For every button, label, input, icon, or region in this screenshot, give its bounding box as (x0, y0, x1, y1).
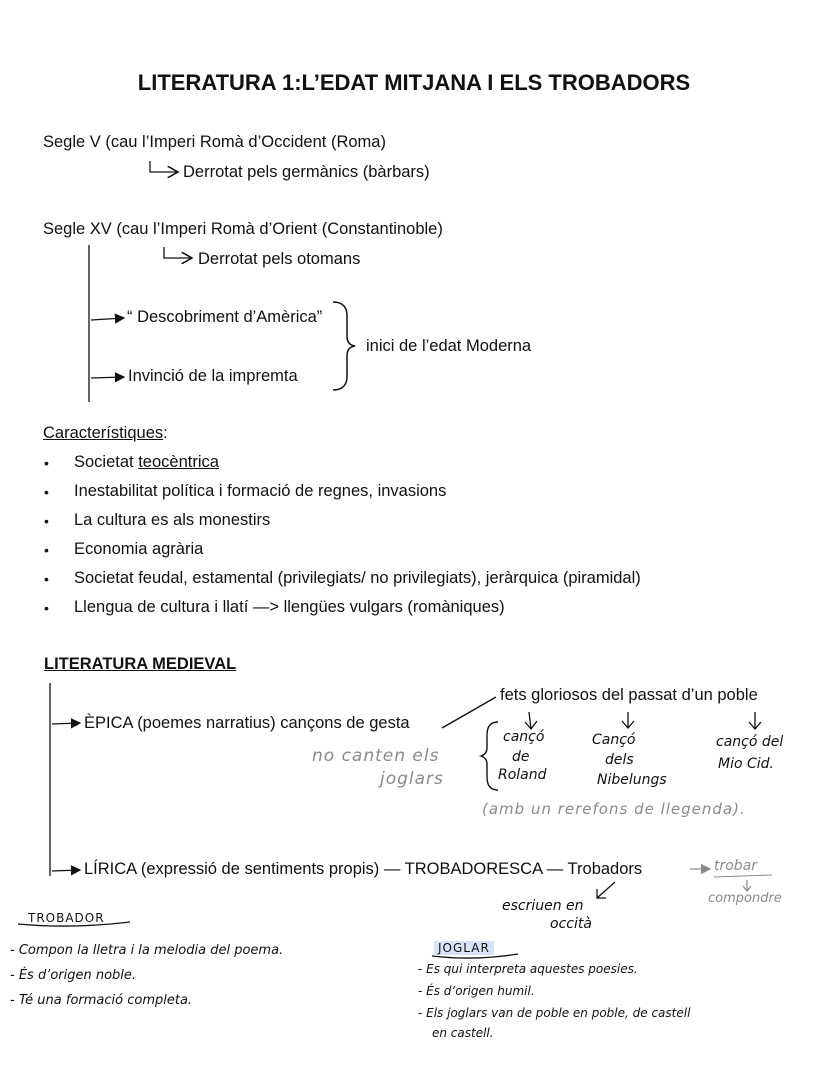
cid-down-arrow (749, 712, 761, 729)
segle-xv-text: Segle XV (cau l’Imperi Romà d’Orient (Constantinoble) (43, 220, 443, 238)
canco-nib-2: dels (605, 752, 634, 768)
segle-xv-arrow (164, 247, 192, 258)
trobador-heading: TROBADOR (28, 911, 105, 925)
lirica-arrow (52, 870, 80, 871)
bullet-icon: • (44, 600, 49, 616)
no-canten-text-1: no canten els (312, 746, 440, 766)
joglar-item: - Es qui interpreta aquestes poesies. (418, 962, 638, 976)
literatura-heading: LITERATURA MEDIEVAL (44, 655, 237, 673)
list-item: Inestabilitat política i formació de regnes, invasions (74, 482, 447, 500)
compondre-down-arrow (743, 880, 751, 891)
rerefons-text: (amb un rerefons de llegenda). (482, 800, 746, 818)
list-item: Societat feudal, estamental (privilegiats/ no privilegiats), jeràrquica (piramidal) (74, 569, 641, 587)
roland-down-arrow (525, 712, 537, 729)
canco-roland-1: cançó (503, 729, 545, 745)
joglar-item: en castell. (432, 1026, 494, 1040)
joglar-heading (434, 941, 494, 955)
fets-connector (442, 697, 496, 728)
escriuen-text-1: escriuen en (502, 898, 584, 914)
no-canten-text-2: joglars (380, 769, 444, 789)
canco-roland-2: de (512, 749, 530, 765)
cancons-brace (481, 722, 498, 790)
invencio-arrow (91, 377, 124, 378)
canco-cid-2: Mio Cid. (718, 756, 774, 772)
segle-v-sub-text: Derrotat pels germànics (bàrbars) (183, 163, 430, 181)
bullet-icon: • (44, 455, 49, 471)
joglar-item: - Els joglars van de poble en poble, de castell (418, 1006, 691, 1020)
canco-nib-3: Nibelungs (597, 772, 667, 788)
compondre-text: compondre (708, 891, 782, 906)
invencio-text: Invinció de la impremta (128, 367, 298, 385)
fets-text: fets gloriosos del passat d’un poble (500, 686, 758, 704)
descobriment-arrow (91, 318, 124, 320)
epica-arrow (52, 723, 80, 724)
bullet-icon: • (44, 542, 49, 558)
list-item: Economia agrària (74, 540, 204, 558)
segle-v-text: Segle V (cau l’Imperi Romà d’Occident (Roma) (43, 133, 386, 151)
trobador-item: - Té una formació completa. (10, 993, 193, 1008)
trobador-item: - Compon la lletra i la melodia del poema. (10, 943, 284, 958)
bullet-icon: • (44, 513, 49, 529)
joglar-item: - És d’origen humil. (418, 984, 535, 998)
list-item: La cultura es als monestirs (74, 511, 271, 529)
list-item: Llengua de cultura i llatí —> llengües vulgars (romàniques) (74, 598, 505, 616)
canco-cid-1: cançó del (716, 734, 784, 750)
bullet-icon: • (44, 571, 49, 587)
canco-nib-1: Cançó (592, 732, 636, 748)
trobador-item: - És d’origen noble. (10, 968, 137, 983)
lirica-text: LÍRICA (expressió de sentiments propis) — TROBADORESCA — Trobadors (84, 860, 643, 878)
canco-roland-3: Roland (498, 767, 547, 783)
occita-arrow (597, 882, 615, 898)
caracteristiques-heading: Característiques: (43, 424, 168, 442)
bullet-icon: • (44, 484, 49, 500)
nibelungs-down-arrow (622, 712, 634, 728)
segle-v-arrow (150, 161, 178, 172)
edat-moderna-text: inici de l’edat Moderna (366, 337, 532, 355)
escriuen-text-2: occità (550, 916, 592, 932)
page-title: LITERATURA 1:L’EDAT MITJANA I ELS TROBADORS (137, 70, 691, 95)
descobriment-text: “ Descobriment d’Amèrica” (127, 308, 323, 326)
segle-xv-sub-text: Derrotat pels otomans (198, 250, 361, 268)
joglar-heading-label: JOGLAR (434, 941, 494, 955)
trobar-text: trobar (714, 858, 758, 874)
epica-text: ÈPICA (poemes narratius) cançons de gesta (84, 714, 410, 732)
list-item: Societat teocèntrica (74, 453, 219, 471)
edat-moderna-brace (333, 302, 355, 390)
trobar-underline (714, 875, 772, 877)
